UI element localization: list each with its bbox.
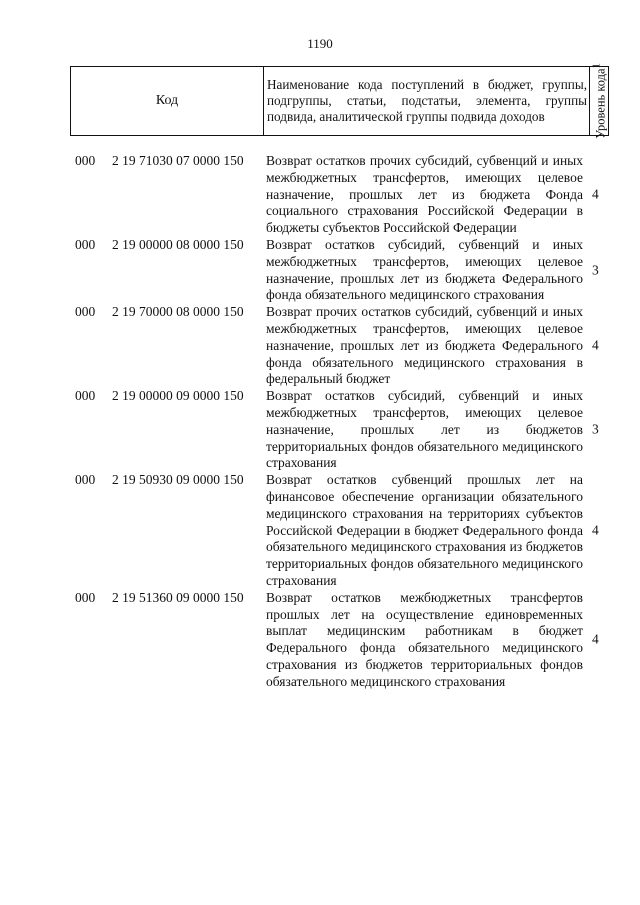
row-code: 2 19 51360 09 0000 150 xyxy=(112,589,244,605)
row-level: 4 xyxy=(592,186,599,202)
row-code: 2 19 00000 08 0000 150 xyxy=(112,236,244,252)
header-name: Наименование кода поступлений в бюджет, группы, подгруппы, статьи, подстатьи, элемента, группы подвида, аналитической группы подвида доходов xyxy=(264,67,590,136)
row-level: 4 xyxy=(592,522,599,538)
row-code: 2 19 71030 07 0000 150 xyxy=(112,153,244,168)
row-level: 4 xyxy=(592,337,599,353)
header-level-label: Уровень кода xyxy=(593,68,608,139)
row-code: 2 19 70000 08 0000 150 xyxy=(112,304,244,320)
row-code: 2 19 50930 09 0000 150 xyxy=(112,472,244,488)
row-prefix: 000 xyxy=(75,153,96,168)
row-level: 3 xyxy=(592,421,599,437)
row-name: Возврат остатков субвенций прошлых лет на финансовое обеспечение организации обязательного медицинского страхования на территориях субъектов Российской Федерации в бюджет Федерального фонда обязательного медицинского страхования из бюджетов территориальных фондов обязательного медицинского страхования xyxy=(266,472,583,588)
page-number: 1190 xyxy=(307,36,333,51)
header-code: Код xyxy=(71,67,264,136)
row-name: Возврат остатков субсидий, субвенций и иных межбюджетных трансфертов, имеющих целевое назначение, прошлых лет из бюджета Федерального фонда обязательного медицинского страхования xyxy=(266,236,583,303)
header-level-footnote-mark: 1 xyxy=(591,63,603,69)
header-level xyxy=(590,63,609,139)
table-row xyxy=(0,304,640,388)
row-level: 3 xyxy=(592,262,599,278)
table-row xyxy=(0,590,640,691)
row-prefix: 000 xyxy=(75,589,96,605)
row-name: Возврат остатков межбюджетных трансфертов прошлых лет на осуществление единовременных выплат медицинским работникам в бюджет Федерального фонда обязательного медицинского страхования из бюджетов территориальных фондов обязательного медицинского страхования xyxy=(266,589,583,689)
table-row xyxy=(0,237,640,304)
row-prefix: 000 xyxy=(75,388,96,404)
row-name: Возврат остатков прочих субсидий, субвенций и иных межбюджетных трансфертов, имеющих целевое назначение, прошлых лет из бюджета Фонда социального страхования Российской Федерации в бюджеты субъектов Российской Федерации xyxy=(266,153,583,236)
row-name: Возврат остатков субсидий, субвенций и иных межбюджетных трансфертов, имеющих целевое назначение, прошлых лет из бюджетов территориальных фондов обязательного медицинского страхования xyxy=(266,388,583,471)
row-level: 4 xyxy=(592,631,599,647)
row-code: 2 19 00000 09 0000 150 xyxy=(112,388,244,404)
table-row xyxy=(0,472,640,590)
table-row xyxy=(0,153,640,237)
row-prefix: 000 xyxy=(75,304,96,320)
header-level-text xyxy=(590,63,607,139)
row-prefix: 000 xyxy=(75,472,96,488)
classification-rows xyxy=(0,153,640,691)
table-row xyxy=(0,388,640,472)
row-name: Возврат прочих остатков субсидий, субвенций и иных межбюджетных трансфертов, имеющих целевое назначение, прошлых лет из бюджета Федерального фонда обязательного медицинского страхования в федеральный бюджет xyxy=(266,304,583,387)
column-header-table xyxy=(70,63,609,139)
row-prefix: 000 xyxy=(75,236,96,252)
